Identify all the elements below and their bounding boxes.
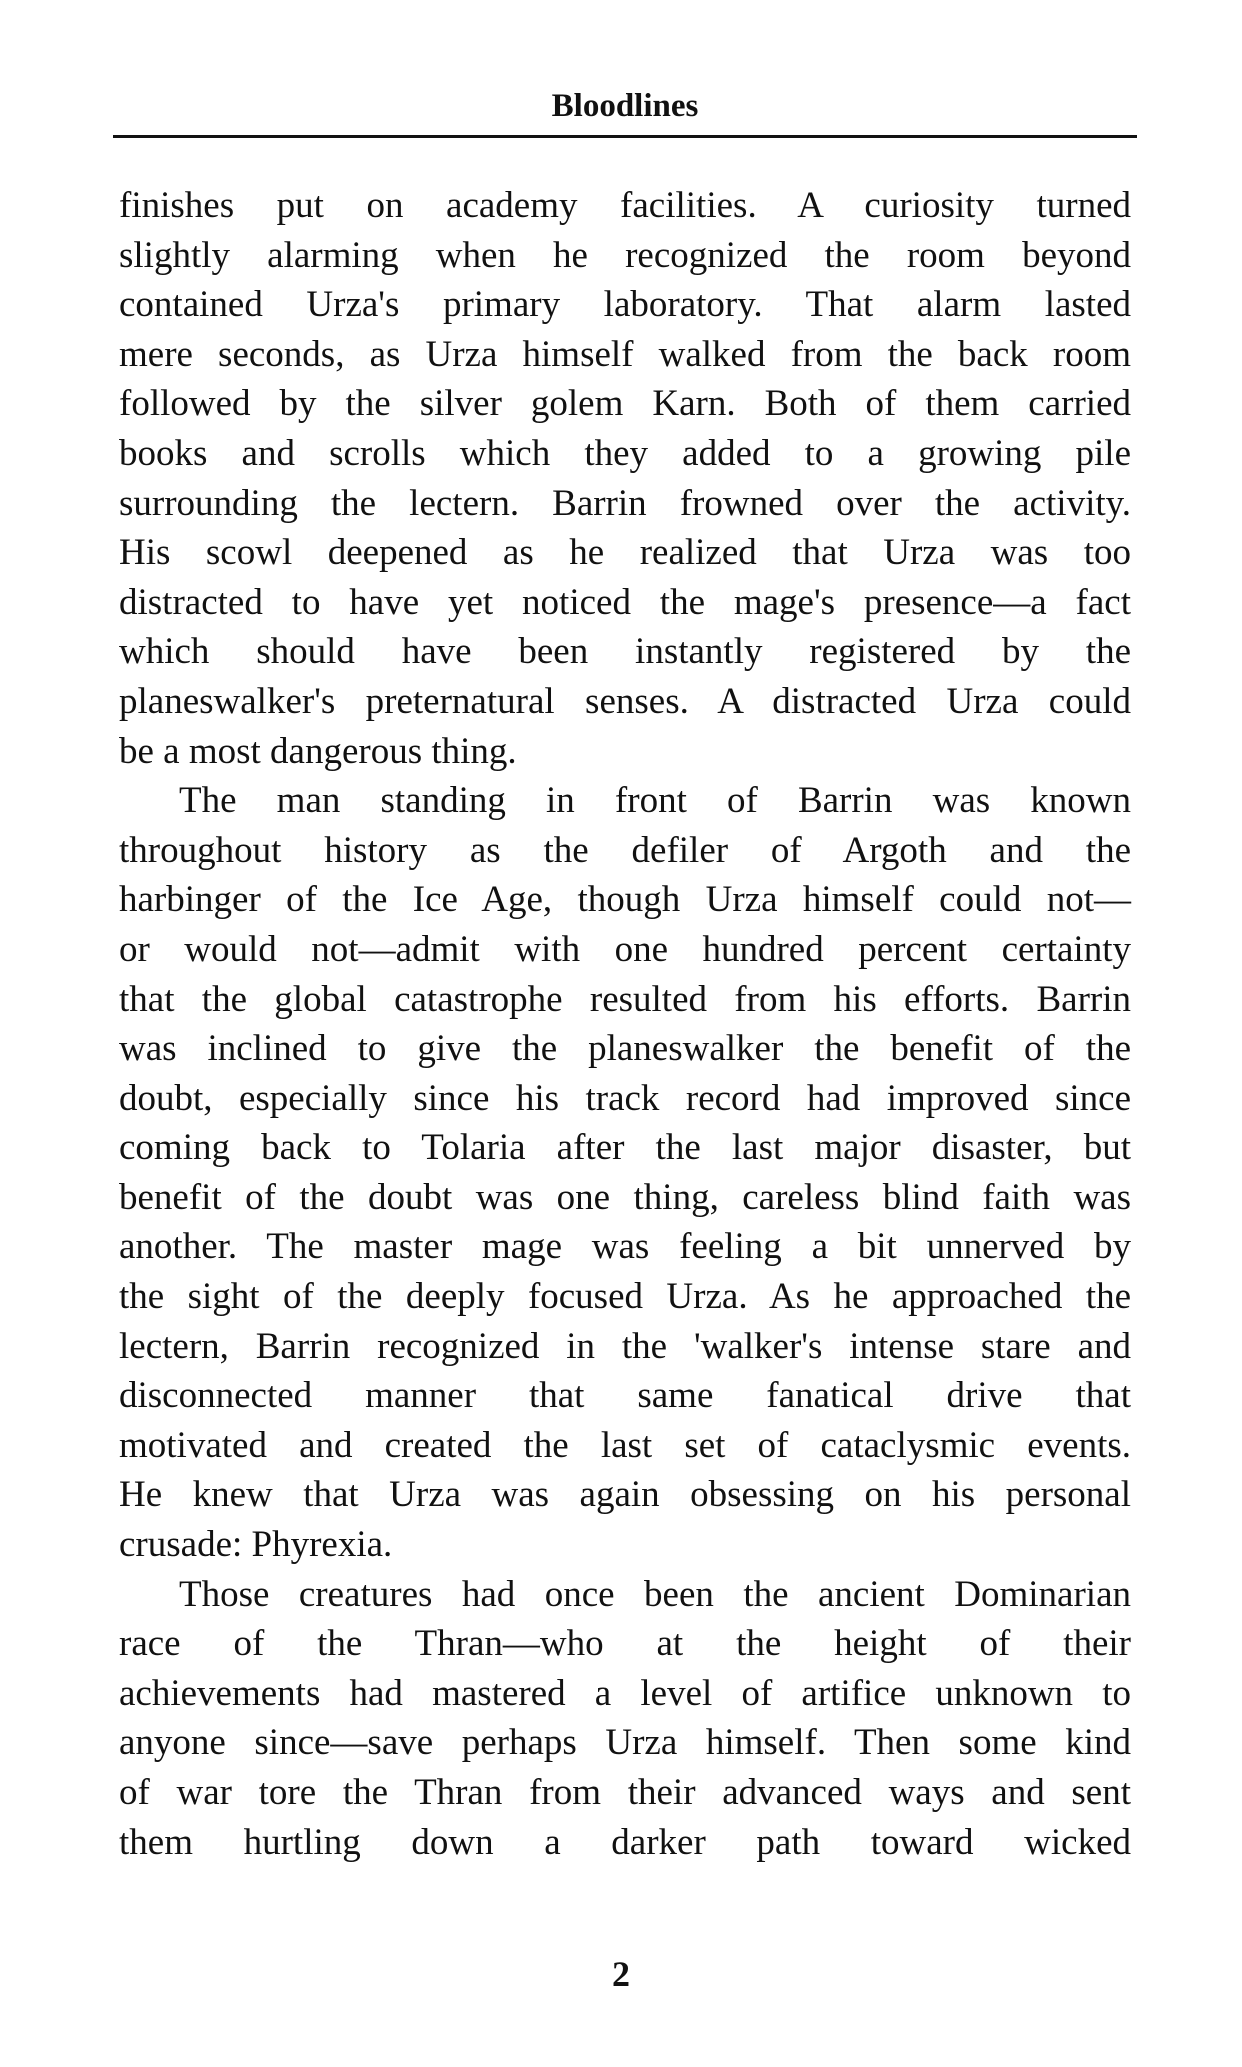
text-line: disconnected manner that same fanatical drive that <box>119 1375 1131 1417</box>
page-number: 2 <box>612 1954 630 1994</box>
header-rule <box>113 135 1137 138</box>
text-line: the sight of the deeply focused Urza. As he approached the <box>119 1276 1131 1318</box>
text-line: coming back to Tolaria after the last major disaster, but <box>119 1127 1131 1169</box>
text-line: The man standing in front of Barrin was known <box>179 780 1131 822</box>
text-line: harbinger of the Ice Age, though Urza himself could not— <box>119 879 1131 921</box>
text-line: motivated and created the last set of cataclysmic events. <box>119 1424 1131 1466</box>
paragraph <box>119 776 1131 1570</box>
text-line: contained Urza's primary laboratory. That alarm lasted <box>119 284 1131 326</box>
text-line: mere seconds, as Urza himself walked from the back room <box>119 333 1131 375</box>
text-line: achievements had mastered a level of artifice unknown to <box>119 1672 1131 1714</box>
paragraph <box>119 1570 1131 1868</box>
text-line: crusade: Phyrexia. <box>119 1524 393 1566</box>
text-line: anyone since—save perhaps Urza himself. Then some kind <box>119 1722 1131 1764</box>
text-line: slightly alarming when he recognized the room beyond <box>119 234 1131 276</box>
text-line: was inclined to give the planeswalker the benefit of the <box>119 1028 1131 1070</box>
text-line: or would not—admit with one hundred percent certainty <box>119 928 1131 970</box>
text-line: race of the Thran—who at the height of their <box>119 1623 1131 1665</box>
text-line: be a most dangerous thing. <box>119 730 517 772</box>
text-line: which should have been instantly registered by the <box>119 631 1131 673</box>
text-line: books and scrolls which they added to a growing pile <box>119 432 1131 474</box>
text-line: another. The master mage was feeling a bit unnerved by <box>119 1226 1131 1268</box>
text-line: doubt, especially since his track record had improved since <box>119 1077 1131 1119</box>
text-line: that the global catastrophe resulted from his efforts. Barrin <box>119 978 1131 1020</box>
text-line: lectern, Barrin recognized in the 'walker's intense stare and <box>119 1325 1131 1367</box>
paragraph <box>119 181 1131 776</box>
text-line: His scowl deepened as he realized that Urza was too <box>119 532 1131 574</box>
text-line: finishes put on academy facilities. A curiosity turned <box>119 185 1131 226</box>
running-header-title: Bloodlines <box>551 88 699 124</box>
text-line: distracted to have yet noticed the mage's presence—a fact <box>119 581 1131 623</box>
text-line: followed by the silver golem Karn. Both of them carried <box>119 383 1131 425</box>
text-line: planeswalker's preternatural senses. A distracted Urza could <box>119 680 1131 722</box>
text-line: He knew that Urza was again obsessing on his personal <box>119 1474 1131 1516</box>
text-line: them hurtling down a darker path toward wicked <box>119 1821 1131 1863</box>
text-line: surrounding the lectern. Barrin frowned over the activity. <box>119 482 1131 524</box>
body-text <box>119 181 1131 1867</box>
text-line: throughout history as the defiler of Argoth and the <box>119 829 1131 871</box>
text-line: of war tore the Thran from their advanced ways and sent <box>119 1772 1131 1813</box>
text-line: benefit of the doubt was one thing, careless blind faith was <box>119 1176 1131 1218</box>
text-line: Those creatures had once been the ancient Dominarian <box>179 1573 1131 1615</box>
